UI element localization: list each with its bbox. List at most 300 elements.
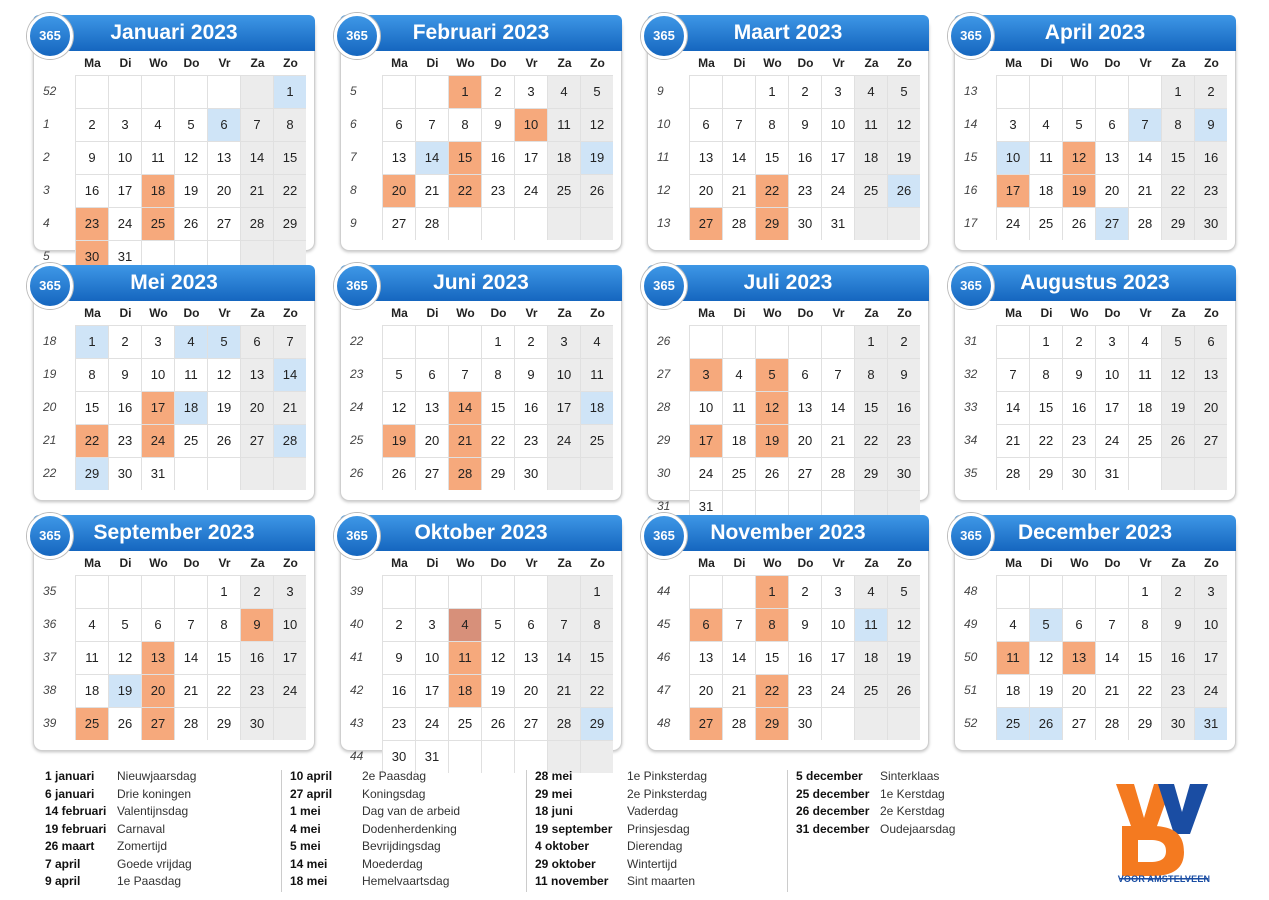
holiday-date: 14 februari: [45, 804, 107, 818]
day-cell: 3: [822, 576, 854, 608]
weekday-label: Wo: [763, 556, 782, 570]
holiday-entry: [535, 873, 775, 891]
day-cell: 14: [997, 392, 1029, 424]
day-cell: 27: [690, 208, 722, 240]
365-badge-icon: 365: [641, 513, 687, 559]
empty-cell: [1063, 76, 1095, 108]
holiday-date: 26 maart: [45, 839, 95, 853]
month-title: Juni 2023: [433, 271, 529, 294]
week-number: 18: [43, 334, 57, 348]
day-cell: 21: [449, 425, 481, 457]
day-cell: 5: [383, 359, 415, 391]
day-cell: 23: [789, 175, 821, 207]
weekday-label: Za: [1171, 56, 1186, 70]
day-cell: 30: [109, 458, 141, 490]
day-cell: 10: [822, 109, 854, 141]
week-number: 15: [964, 150, 978, 164]
day-cell: 4: [548, 76, 580, 108]
month-3: [954, 15, 1236, 251]
day-cell: 28: [241, 208, 273, 240]
weekday-label: Vr: [525, 306, 538, 320]
day-cell: 12: [581, 109, 613, 141]
empty-cell: [548, 576, 580, 608]
day-cell: 16: [1162, 642, 1194, 674]
empty-cell: [723, 76, 755, 108]
day-cell: 30: [515, 458, 547, 490]
holiday-date: 31 december: [796, 821, 870, 836]
day-cell: 28: [449, 458, 481, 490]
day-cell: 26: [482, 708, 514, 740]
day-cell: 30: [789, 708, 821, 740]
day-cell: 11: [1030, 142, 1062, 174]
weekday-label: Di: [426, 306, 439, 320]
empty-cell: [142, 76, 174, 108]
weekday-label: Zo: [590, 306, 605, 320]
day-cell: 20: [690, 175, 722, 207]
weekday-label: Di: [1040, 306, 1053, 320]
day-cell: 13: [208, 142, 240, 174]
day-cell: 21: [548, 675, 580, 707]
week-number: 35: [964, 466, 978, 480]
weekday-label: Vr: [525, 556, 538, 570]
day-cell: 25: [855, 675, 887, 707]
weekday-label: Do: [183, 556, 200, 570]
holiday-date: 26 december: [796, 804, 870, 818]
weekday-label: Za: [1171, 306, 1186, 320]
weekday-label: Ma: [84, 556, 101, 570]
holiday-date: 27 april: [290, 786, 333, 801]
day-cell: 18: [449, 675, 481, 707]
day-cell: 24: [822, 675, 854, 707]
holiday-date: 19 september: [535, 821, 613, 836]
day-cell: 14: [274, 359, 306, 391]
day-cell: 2: [1162, 576, 1194, 608]
empty-cell: [241, 76, 273, 108]
day-cell: 2: [1063, 326, 1095, 358]
365-badge-icon: 365: [27, 263, 73, 309]
empty-cell: [789, 326, 821, 358]
day-cell: 13: [690, 642, 722, 674]
day-cell: 3: [548, 326, 580, 358]
day-cell: 10: [1195, 609, 1227, 641]
holiday-entry: [45, 821, 285, 839]
holiday-name: Goede vrijdag: [117, 856, 192, 871]
day-cell: 7: [548, 609, 580, 641]
holiday-date: 10 april: [290, 769, 333, 783]
day-cell: 18: [548, 142, 580, 174]
day-cell: 15: [449, 142, 481, 174]
empty-cell: [1096, 576, 1128, 608]
week-number: 33: [964, 400, 978, 414]
empty-cell: [723, 326, 755, 358]
day-cell: 15: [1129, 642, 1161, 674]
day-cell: 9: [241, 609, 273, 641]
day-cell: 20: [142, 675, 174, 707]
weekday-label: Vr: [1139, 556, 1152, 570]
day-cell: 25: [548, 175, 580, 207]
week-number: 16: [964, 183, 978, 197]
week-number: 5: [350, 84, 357, 98]
day-cell: 6: [1063, 609, 1095, 641]
day-cell: 31: [822, 208, 854, 240]
weekday-label: Vr: [218, 56, 231, 70]
day-cell: 3: [822, 76, 854, 108]
day-cell: 18: [1030, 175, 1062, 207]
day-cell: 4: [855, 76, 887, 108]
weekday-label: Wo: [456, 306, 475, 320]
day-cell: 15: [756, 642, 788, 674]
day-cell: 8: [756, 609, 788, 641]
holiday-name: Bevrijdingsdag: [362, 839, 441, 853]
weekday-label: Di: [1040, 56, 1053, 70]
week-number: 5: [43, 249, 50, 263]
day-cell: 3: [1195, 576, 1227, 608]
empty-cell: [208, 76, 240, 108]
day-cell: 27: [1096, 208, 1128, 240]
day-cell: 28: [416, 208, 448, 240]
day-cell: 5: [888, 576, 920, 608]
holiday-date: 5 december: [796, 769, 863, 783]
day-cell: 30: [1063, 458, 1095, 490]
empty-cell: [822, 326, 854, 358]
empty-cell: [997, 576, 1029, 608]
day-cell: 2: [515, 326, 547, 358]
day-cell: 28: [723, 708, 755, 740]
day-cell: 2: [482, 76, 514, 108]
week-number: 21: [43, 433, 57, 447]
day-cell: 14: [822, 392, 854, 424]
week-number: 44: [350, 749, 364, 763]
day-cell: 10: [416, 642, 448, 674]
day-cell: 18: [723, 425, 755, 457]
holiday-entry: [290, 873, 530, 891]
week-number: 35: [43, 584, 57, 598]
holiday-entry: [535, 821, 775, 839]
day-cell: 21: [175, 675, 207, 707]
month-10: [647, 515, 929, 751]
day-cell: 21: [723, 675, 755, 707]
empty-cell: [690, 76, 722, 108]
day-cell: 7: [241, 109, 273, 141]
day-cell: 6: [690, 609, 722, 641]
empty-cell: [274, 458, 306, 490]
empty-cell: [581, 208, 613, 240]
empty-cell: [175, 576, 207, 608]
weekday-label: Di: [119, 556, 132, 570]
day-cell: 9: [109, 359, 141, 391]
day-cell: 2: [888, 326, 920, 358]
day-cell: 20: [1063, 675, 1095, 707]
day-cell: 13: [1096, 142, 1128, 174]
column-divider: [526, 770, 527, 892]
day-cell: 22: [76, 425, 108, 457]
week-number: 12: [657, 183, 671, 197]
day-cell: 6: [241, 326, 273, 358]
empty-cell: [76, 576, 108, 608]
day-cell: 3: [997, 109, 1029, 141]
day-cell: 2: [789, 76, 821, 108]
day-cell: 12: [888, 609, 920, 641]
day-cell: 30: [789, 208, 821, 240]
day-cell: 5: [1162, 326, 1194, 358]
day-cell: 9: [1195, 109, 1227, 141]
day-cell: 13: [241, 359, 273, 391]
day-cell: 25: [76, 708, 108, 740]
month-title: Mei 2023: [130, 271, 218, 294]
day-cell: 10: [548, 359, 580, 391]
day-cell: 4: [76, 609, 108, 641]
day-cell: 6: [142, 609, 174, 641]
weekday-label: Zo: [590, 556, 605, 570]
holiday-column: [535, 768, 775, 891]
day-cell: 3: [274, 576, 306, 608]
empty-cell: [548, 208, 580, 240]
day-cell: 7: [416, 109, 448, 141]
day-cell: 15: [76, 392, 108, 424]
day-cell: 23: [1063, 425, 1095, 457]
day-cell: 14: [723, 642, 755, 674]
holiday-date: 18 mei: [290, 874, 328, 888]
day-cell: 20: [1096, 175, 1128, 207]
day-cell: 25: [723, 458, 755, 490]
holiday-entry: [796, 768, 1036, 786]
weekday-label: Zo: [283, 306, 298, 320]
week-number: 42: [350, 683, 364, 697]
day-cell: 4: [142, 109, 174, 141]
day-cell: 29: [756, 708, 788, 740]
week-number: 48: [657, 716, 671, 730]
empty-cell: [383, 76, 415, 108]
day-cell: 29: [1162, 208, 1194, 240]
weekday-label: Do: [797, 556, 814, 570]
day-cell: 16: [482, 142, 514, 174]
weekday-label: Zo: [283, 56, 298, 70]
holiday-entry: [45, 856, 285, 874]
empty-cell: [515, 208, 547, 240]
empty-cell: [383, 576, 415, 608]
day-cell: 7: [449, 359, 481, 391]
day-cell: 8: [1129, 609, 1161, 641]
empty-cell: [175, 458, 207, 490]
day-cell: 23: [76, 208, 108, 240]
weekday-label: Ma: [698, 306, 715, 320]
day-cell: 4: [449, 609, 481, 641]
day-cell: 22: [482, 425, 514, 457]
day-cell: 16: [515, 392, 547, 424]
week-number: 9: [657, 84, 664, 98]
day-cell: 17: [109, 175, 141, 207]
empty-cell: [416, 576, 448, 608]
day-cell: 17: [515, 142, 547, 174]
weekday-label: Di: [426, 556, 439, 570]
weekday-label: Za: [250, 306, 265, 320]
day-cell: 4: [175, 326, 207, 358]
day-cell: 11: [1129, 359, 1161, 391]
day-cell: 1: [1129, 576, 1161, 608]
weekday-label: Za: [864, 306, 879, 320]
weekday-label: Za: [864, 56, 879, 70]
day-cell: 22: [274, 175, 306, 207]
day-cell: 17: [1195, 642, 1227, 674]
weekday-label: Ma: [391, 56, 408, 70]
day-cell: 21: [822, 425, 854, 457]
holiday-entry: [45, 786, 285, 804]
weekday-label: Vr: [1139, 306, 1152, 320]
day-cell: 15: [482, 392, 514, 424]
weekday-label: Zo: [1204, 556, 1219, 570]
day-cell: 12: [756, 392, 788, 424]
day-cell: 11: [723, 392, 755, 424]
365-badge-icon: 365: [948, 263, 994, 309]
month-1: [340, 15, 622, 251]
month-0: [33, 15, 315, 264]
holiday-entry: [535, 838, 775, 856]
empty-cell: [109, 576, 141, 608]
day-cell: 27: [241, 425, 273, 457]
day-cell: 1: [482, 326, 514, 358]
week-number: 26: [657, 334, 671, 348]
day-cell: 19: [756, 425, 788, 457]
month-title: November 2023: [710, 521, 866, 544]
day-cell: 9: [789, 609, 821, 641]
day-cell: 10: [515, 109, 547, 141]
day-cell: 9: [482, 109, 514, 141]
day-cell: 29: [274, 208, 306, 240]
empty-cell: [241, 458, 273, 490]
empty-cell: [855, 208, 887, 240]
day-cell: 20: [208, 175, 240, 207]
day-cell: 8: [581, 609, 613, 641]
day-cell: 21: [1129, 175, 1161, 207]
day-cell: 1: [581, 576, 613, 608]
day-cell: 19: [383, 425, 415, 457]
day-cell: 19: [208, 392, 240, 424]
day-cell: 3: [1096, 326, 1128, 358]
week-number: 38: [43, 683, 57, 697]
day-cell: 29: [581, 708, 613, 740]
day-cell: 6: [515, 609, 547, 641]
day-cell: 11: [175, 359, 207, 391]
day-cell: 28: [723, 208, 755, 240]
weekday-label: Ma: [84, 306, 101, 320]
day-cell: 27: [416, 458, 448, 490]
weekday-label: Do: [1104, 556, 1121, 570]
day-cell: 3: [142, 326, 174, 358]
day-cell: 3: [109, 109, 141, 141]
day-cell: 8: [1162, 109, 1194, 141]
week-number: 43: [350, 716, 364, 730]
empty-cell: [449, 208, 481, 240]
month-title: April 2023: [1044, 21, 1146, 44]
day-cell: 6: [416, 359, 448, 391]
weekday-label: Ma: [1005, 306, 1022, 320]
day-cell: 10: [822, 609, 854, 641]
day-cell: 9: [789, 109, 821, 141]
day-cell: 29: [76, 458, 108, 490]
weekday-label: Di: [1040, 556, 1053, 570]
empty-cell: [482, 208, 514, 240]
week-number: 30: [657, 466, 671, 480]
empty-cell: [76, 76, 108, 108]
day-cell: 18: [855, 142, 887, 174]
weekday-label: Ma: [1005, 56, 1022, 70]
weekday-label: Do: [490, 306, 507, 320]
holiday-name: Prinsjesdag: [627, 821, 690, 836]
week-number: 8: [350, 183, 357, 197]
empty-cell: [690, 576, 722, 608]
day-cell: 11: [855, 109, 887, 141]
weekday-label: Di: [119, 306, 132, 320]
empty-cell: [888, 708, 920, 740]
day-cell: 26: [1162, 425, 1194, 457]
empty-cell: [416, 326, 448, 358]
day-cell: 24: [416, 708, 448, 740]
holiday-date: 29 mei: [535, 786, 573, 801]
day-cell: 7: [1096, 609, 1128, 641]
day-cell: 28: [175, 708, 207, 740]
day-cell: 18: [1129, 392, 1161, 424]
day-cell: 19: [888, 142, 920, 174]
day-cell: 8: [1030, 359, 1062, 391]
day-cell: 17: [142, 392, 174, 424]
holiday-date: 29 oktober: [535, 856, 596, 871]
weekday-label: Zo: [1204, 56, 1219, 70]
holiday-entry: [290, 768, 530, 786]
empty-cell: [1030, 76, 1062, 108]
day-cell: 18: [142, 175, 174, 207]
holiday-date: 4 oktober: [535, 839, 590, 853]
holiday-entry: [45, 803, 285, 821]
holiday-date: 4 mei: [290, 821, 321, 836]
day-cell: 31: [1096, 458, 1128, 490]
day-cell: 25: [175, 425, 207, 457]
holiday-date: 25 december: [796, 786, 870, 801]
week-number: 23: [350, 367, 364, 381]
day-cell: 10: [1096, 359, 1128, 391]
day-cell: 2: [76, 109, 108, 141]
day-cell: 24: [274, 675, 306, 707]
day-cell: 26: [175, 208, 207, 240]
365-badge-icon: 365: [641, 263, 687, 309]
holiday-column: [290, 768, 530, 891]
day-cell: 24: [548, 425, 580, 457]
day-cell: 15: [581, 642, 613, 674]
day-cell: 4: [855, 576, 887, 608]
day-cell: 16: [1063, 392, 1095, 424]
day-cell: 13: [383, 142, 415, 174]
holiday-entry: [535, 786, 775, 804]
holiday-date: 7 april: [45, 856, 81, 871]
day-cell: 22: [855, 425, 887, 457]
day-cell: 20: [515, 675, 547, 707]
day-cell: 26: [888, 175, 920, 207]
month-title: Augustus 2023: [1020, 271, 1170, 294]
day-cell: 21: [723, 175, 755, 207]
logo-subtitle: VOOR AMSTELVEEN: [1117, 874, 1211, 884]
day-cell: 6: [789, 359, 821, 391]
day-cell: 4: [723, 359, 755, 391]
weekday-label: Zo: [1204, 306, 1219, 320]
day-cell: 10: [690, 392, 722, 424]
day-cell: 21: [997, 425, 1029, 457]
day-cell: 24: [1195, 675, 1227, 707]
weekday-label: Ma: [698, 56, 715, 70]
day-cell: 22: [208, 675, 240, 707]
day-cell: 20: [789, 425, 821, 457]
day-cell: 7: [274, 326, 306, 358]
day-cell: 6: [1096, 109, 1128, 141]
day-cell: 10: [274, 609, 306, 641]
